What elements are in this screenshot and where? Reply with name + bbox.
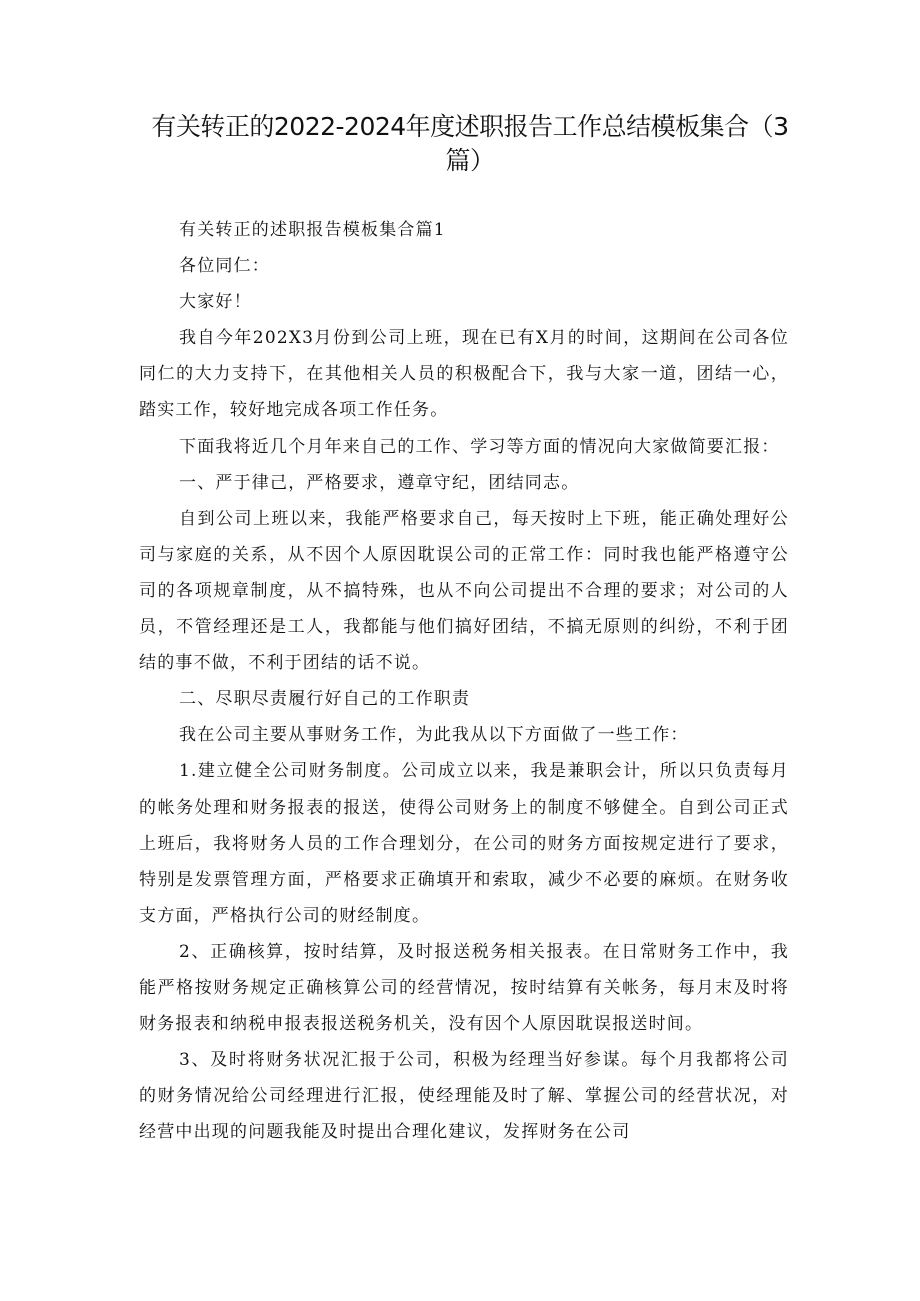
subheading: 二、尽职尽责履行好自己的工作职责 — [179, 689, 471, 710]
paragraph: 下面我将近几个月年来自己的工作、学习等方面的情况向大家做简要汇报： — [179, 436, 780, 457]
greeting: 大家好！ — [179, 292, 252, 313]
document-body — [139, 212, 789, 1150]
list-item: 1.建立健全公司财务制度。公司成立以来，我是兼职会计，所以只负责每月的帐务处理和财务报表的报送，使得公司财务上的制度不够健全。自到公司正式上班后，我将财务人员的工作合理划分，在公司的财务方面按规定进行了要求，特别是发票管理方面，严格要求正确填开和索取，减少不必要的麻烦。在财务收支方面，严格执行公司的财经制度。 — [139, 761, 789, 926]
subheading: 一、严于律己，严格要求，遵章守纪，团结同志。 — [179, 472, 580, 493]
section-heading: 有关转正的述职报告模板集合篇1 — [179, 220, 446, 240]
paragraph: 我在公司主要从事财务工作，为此我从以下方面做了一些工作： — [179, 725, 689, 746]
document-title: 有关转正的2022-2024年度述职报告工作总结模板集合（3篇） — [151, 112, 789, 175]
paragraph: 我自今年202X3月份到公司上班，现在已有X月的时间，这期间在公司各位同仁的大力支持下，在其他相关人员的积极配合下，我与大家一道，团结一心，踏实工作，较好地完成各项工作任务。 — [139, 328, 789, 421]
list-item: 3、及时将财务状况汇报于公司，积极为经理当好参谋。每个月我都将公司的财务情况给公司经理进行汇报，使经理能及时了解、掌握公司的经营状况，对经营中出现的问题我能及时提出合理化建议，发挥财务在公司 — [139, 1050, 789, 1143]
paragraph: 自到公司上班以来，我能严格要求自己，每天按时上下班，能正确处理好公司与家庭的关系，从不因个人原因耽误公司的正常工作：同时我也能严格遵守公司的各项规章制度，从不搞特殊，也从不向公司提出不合理的要求；对公司的人员，不管经理还是工人，我都能与他们搞好团结，不搞无原则的纠纷，不利于团结的事不做，不利于团结的话不说。 — [139, 508, 789, 674]
salutation: 各位同仁： — [179, 256, 270, 277]
list-item: 2、正确核算，按时结算，及时报送税务相关报表。在日常财务工作中，我能严格按财务规定正确核算公司的经营情况，按时结算有关帐务，每月末及时将财务报表和纳税申报表报送税务机关，没有因个人原因耽误报送时间。 — [139, 941, 789, 1035]
